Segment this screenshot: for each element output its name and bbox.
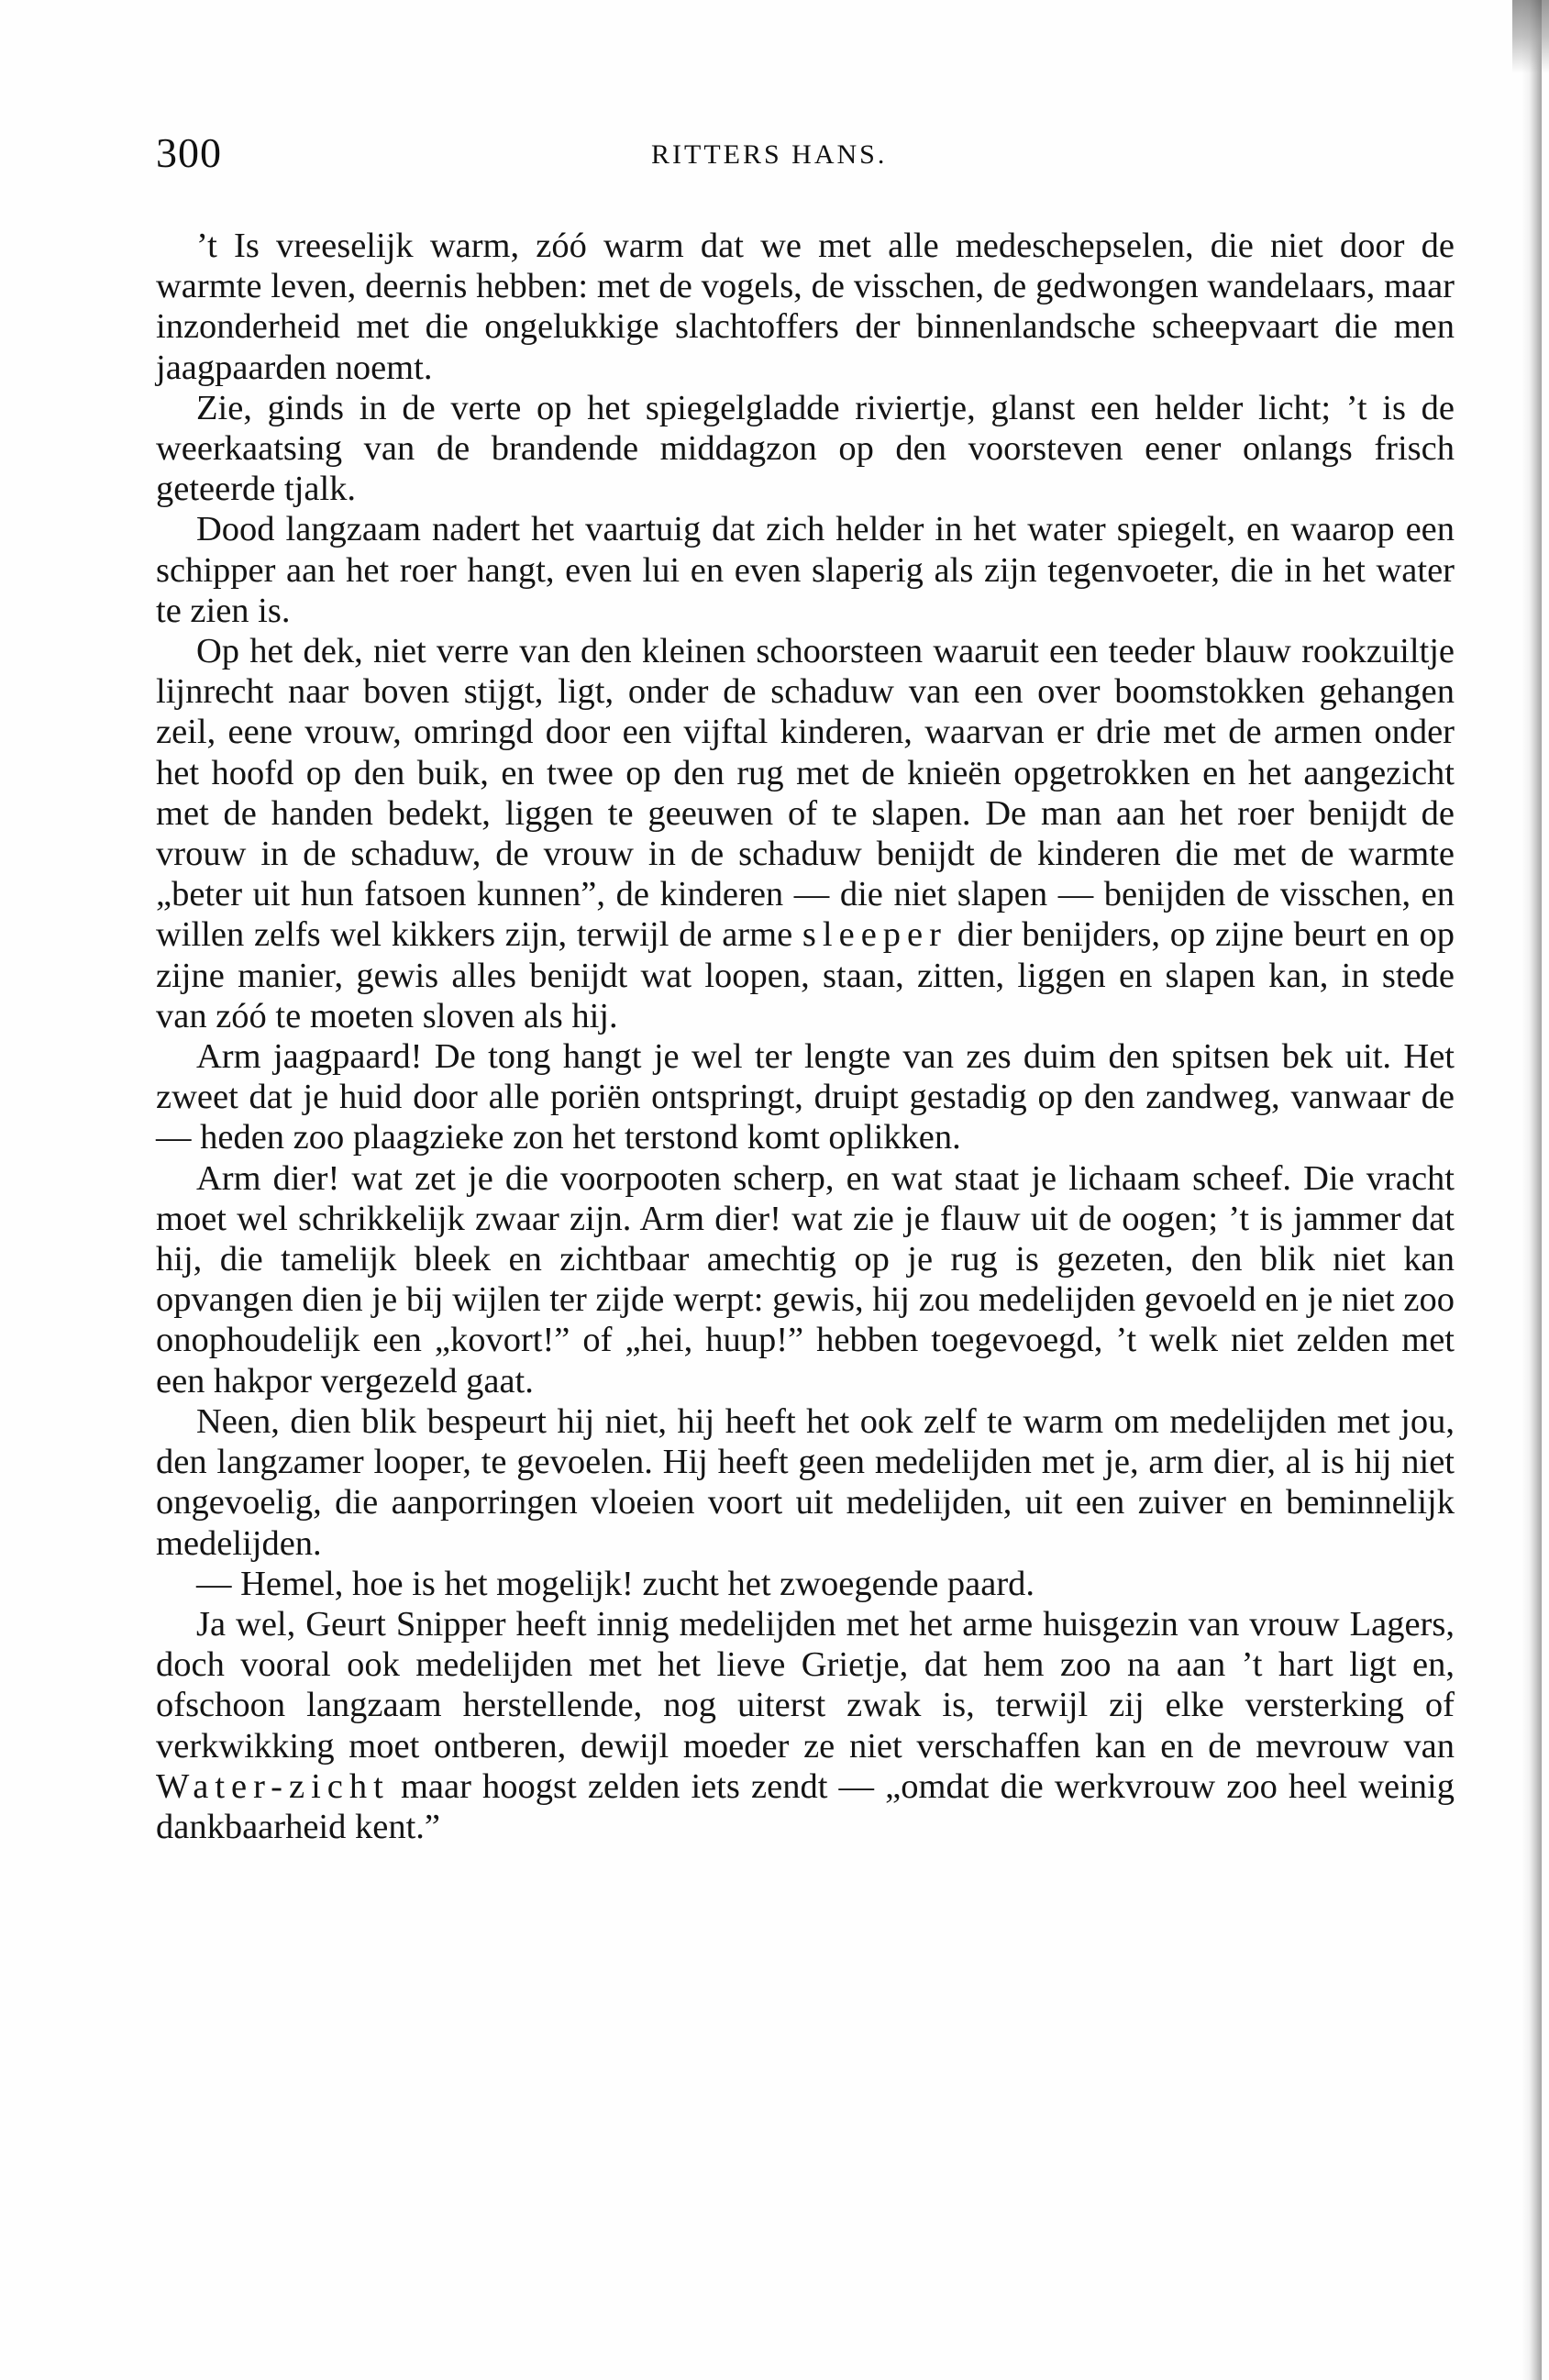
spaced-word: sleeper [802, 915, 947, 955]
paragraph: Arm dier! wat zet je die voorpooten scherp, en wat staat je lichaam scheef. Die vracht moet wel schrikkelijk zwaar zijn. Arm dier! wat zie je flauw uit de oogen; ’t is jammer dat hij, die tamelijk bleek en zichtbaar amechtig op je rug is gezeten, den blik niet kan opvangen dien je bij wijlen ter zijde werpt: gewis, hij zou medelijden gevoeld en je niet zoo onophoudelijk een „kovort!” of „hei, huup!” hebben toegevoegd, ’t welk niet zelden met een hakpor vergezeld gaat. [156, 1158, 1455, 1400]
paragraph: — Hemel, hoe is het mogelijk! zucht het zwoegende paard. [196, 1564, 1035, 1603]
page-edge-shadow [1521, 0, 1542, 2380]
paragraph: Arm jaagpaard! De tong hangt je wel ter lengte van zes duim den spitsen bek uit. Het zweet dat je huid door alle poriën ontspringt, druipt gestadig op den zandweg, vanwaar de — heden zoo plaagzieke zon het terstond komt oplikken. [156, 1037, 1455, 1157]
paragraph: Neen, dien blik bespeurt hij niet, hij heeft het ook zelf te warm om medelijden met jou, den langzamer looper, te gevoelen. Hij heeft geen medelijden met je, arm dier, al is hij niet ongevoelig, die aanporringen vloeien voort uit medelijden, uit een zuiver en beminnelijk medelijden. [156, 1401, 1455, 1563]
paragraph: ’t Is vreeselijk warm, zóó warm dat we met alle medeschepselen, die niet door de warmte leven, deernis hebben: met de vogels, de visschen, de gedwongen wandelaars, maar inzonderheid met die ongelukkige slachtoffers der binnenlandsche scheepvaart die men jaagpaarden noemt. [156, 227, 1455, 387]
page-corner-shadow [1512, 0, 1549, 73]
paragraph-text: Op het dek, niet verre van den kleinen schoorsteen waaruit een teeder blauw rookzuiltje lijnrecht naar boven stijgt, ligt, onder de schaduw van een over boomstokken gehangen zeil, eene vrouw, omringd door een vijftal kinderen, waarvan er drie met de armen onder het hoofd op den buik, en twee op den rug met de knieën opgetrokken en het aangezicht met de handen bedekt, liggen te geeuwen of te slapen. De man aan het roer benijdt de vrouw in de schaduw, de vrouw in de schaduw benijdt de kinderen die met de warmte „beter uit hun fatsoen kunnen”, de kinderen — die niet slapen — benijden de visschen, en willen zelfs wel kikkers zijn, terwijl de arme [156, 632, 1455, 955]
page-number: 300 [156, 129, 222, 176]
paragraph: Dood langzaam nadert het vaartuig dat zich helder in het water spiegelt, en waarop een schipper aan het roer hangt, even lui en even slaperig als zijn tegenvoeter, die in het water te zien is. [156, 510, 1455, 630]
paragraph-text: dier benijders, op zijne beurt en op zijne manier, gewis alles benijdt wat loopen, staan, zitten, liggen en slapen kan, in stede van zóó te moeten sloven als hij. [156, 915, 1455, 1035]
page-header [156, 128, 1477, 183]
paragraph [156, 631, 1455, 1036]
body-text [156, 226, 1455, 1847]
spaced-word: Water-zicht [156, 1766, 390, 1806]
paragraph: Zie, ginds in de verte op het spiegelgladde riviertje, glanst een helder licht; ’t is de weerkaatsing van de brandende middagzon op den voorsteven eener onlangs frisch geteerde tjalk. [156, 388, 1455, 509]
paragraph-text: maar hoogst zelden iets zendt — „omdat die werkvrouw zoo heel weinig dankbaarheid kent.” [156, 1766, 1455, 1846]
paragraph [156, 1604, 1455, 1847]
paragraph-text: Ja wel, Geurt Snipper heeft innig medelijden met het arme huisgezin van vrouw Lagers, doch vooral ook medelijden met het lieve Grietje, dat hem zoo na aan ’t hart ligt en, ofschoon langzaam herstellende, nog uiterst zwak is, terwijl zij elke versterking of verkwikking moet ontberen, dewijl moeder ze niet verschaffen kan en de mevrouw van [156, 1604, 1455, 1766]
running-head: RITTERS HANS. [651, 139, 888, 170]
